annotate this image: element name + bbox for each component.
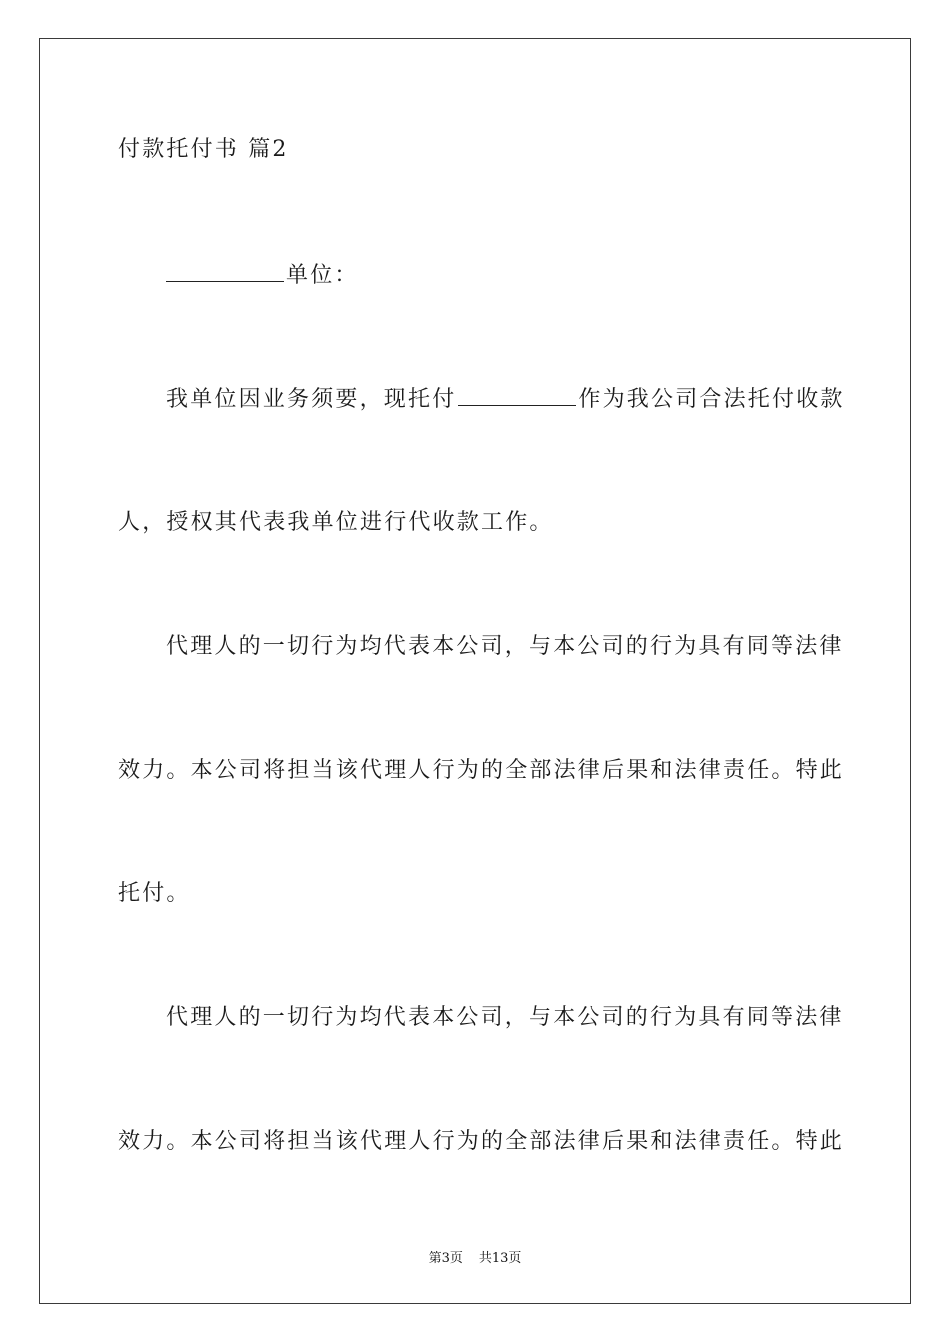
paragraph-3-line-2: 效力。本公司将担当该代理人行为的全部法律后果和法律责任。特此 xyxy=(118,1129,845,1154)
page-number-current: 第3页 xyxy=(428,1251,463,1266)
document-heading: 付款托付书 篇2 xyxy=(118,137,289,162)
paragraph-1-line-2: 人，授权其代表我单位进行代收款工作。 xyxy=(118,510,554,535)
agent-name-blank-field xyxy=(458,387,576,406)
recipient-blank-field xyxy=(166,263,284,282)
para1-text-after-blank: 作为我公司合法托付收款 xyxy=(578,387,845,412)
paragraph-2-line-1: 代理人的一切行为均代表本公司，与本公司的行为具有同等法律 xyxy=(166,634,844,659)
page-border xyxy=(39,38,911,1304)
paragraph-1-line-1 xyxy=(166,386,886,414)
paragraph-2-line-2: 效力。本公司将担当该代理人行为的全部法律后果和法律责任。特此 xyxy=(118,758,845,783)
page-number-total: 共13页 xyxy=(478,1251,522,1266)
salutation-suffix: 单位： xyxy=(286,263,359,288)
para1-text-before-blank: 我单位因业务须要，现托付 xyxy=(166,387,457,412)
paragraph-3-line-1: 代理人的一切行为均代表本公司，与本公司的行为具有同等法律 xyxy=(166,1005,844,1030)
paragraph-2-line-3: 托付。 xyxy=(118,881,191,906)
page-footer xyxy=(0,1247,950,1266)
salutation-line xyxy=(166,262,886,290)
